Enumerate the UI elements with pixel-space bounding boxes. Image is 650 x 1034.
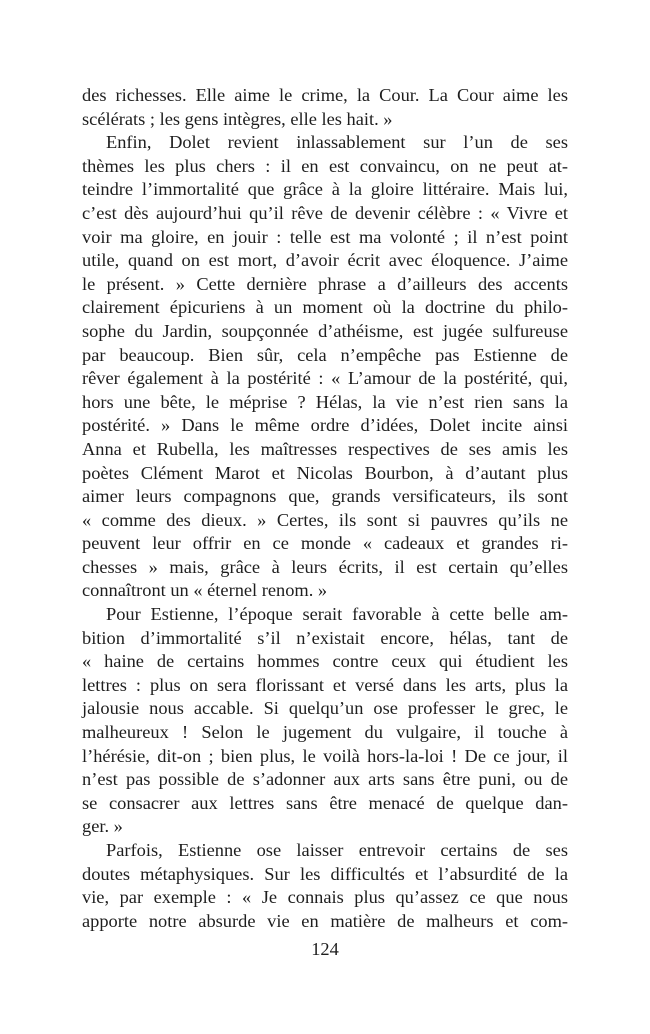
text-line: Pour Estienne, l’époque serait favorable à cette belle am- — [106, 604, 568, 625]
text-line: par beaucoup. Bien sûr, cela n’empêche pas Estienne de — [82, 344, 568, 365]
text-line: le présent. » Cette dernière phrase a d’ailleurs des accents — [82, 273, 568, 294]
text-line: voir ma gloire, en jouir : telle est ma volonté ; il n’est point — [82, 226, 568, 247]
text-line: « haine de certains hommes contre ceux qui étudient les — [82, 651, 568, 672]
text-line: se consacrer aux lettres sans être menacé de quelque dan- — [82, 792, 568, 813]
text-line: thèmes les plus chers : il en est convaincu, on ne peut at- — [82, 155, 568, 176]
text-line: utile, quand on est mort, d’avoir écrit avec éloquence. J’aime — [82, 250, 568, 271]
text-line: poètes Clément Marot et Nicolas Bourbon, à d’autant plus — [82, 462, 568, 483]
text-line: hors une bête, le méprise ? Hélas, la vie n’est rien sans la — [82, 391, 568, 412]
text-line: malheureux ! Selon le jugement du vulgaire, il touche à — [82, 722, 568, 743]
text-line: vie, par exemple : « Je connais plus qu’assez ce que nous — [82, 887, 568, 908]
page-number: 124 — [311, 939, 339, 959]
text-line: teindre l’immortalité que grâce à la gloire littéraire. Mais lui, — [82, 179, 568, 200]
text-line: clairement épicuriens à un moment où la doctrine du philo- — [82, 297, 568, 318]
text-line: Anna et Rubella, les maîtresses respectives de ses amis les — [82, 438, 568, 459]
text-line: chesses » mais, grâce à leurs écrits, il est certain qu’elles — [82, 556, 568, 577]
text-line: connaîtront un « éternel renom. » — [82, 580, 328, 601]
text-line: l’hérésie, dit-on ; bien plus, le voilà hors-la-loi ! De ce jour, il — [82, 745, 568, 766]
text-line: n’est pas possible de s’adonner aux arts sans être puni, ou de — [82, 769, 568, 790]
text-line: apporte notre absurde vie en matière de malheurs et com- — [82, 910, 568, 931]
text-line: Parfois, Estienne ose laisser entrevoir certains de ses — [106, 840, 568, 860]
text-line: sophe du Jardin, soupçonnée d’athéisme, est jugée sulfureuse — [82, 320, 568, 341]
text-line: « comme des dieux. » Certes, ils sont si pauvres qu’ils ne — [82, 509, 568, 530]
text-line: lettres : plus on sera florissant et versé dans les arts, plus la — [82, 674, 568, 695]
text-line: ger. » — [82, 816, 123, 837]
text-line: rêver également à la postérité : « L’amour de la postérité, qui, — [82, 368, 568, 389]
text-line: Enfin, Dolet revient inlassablement sur l’un de ses — [106, 132, 568, 153]
text-line: peuvent leur offrir en ce monde « cadeaux et grandes ri- — [82, 533, 568, 554]
text-line: scélérats ; les gens intègres, elle les hait. » — [82, 108, 393, 129]
text-line: c’est dès aujourd’hui qu’il rêve de devenir célèbre : « Vivre et — [82, 202, 568, 223]
text-line: bition d’immortalité s’il n’existait encore, hélas, tant de — [82, 627, 568, 648]
text-line: des richesses. Elle aime le crime, la Cour. La Cour aime les — [82, 85, 568, 105]
text-line: postérité. » Dans le même ordre d’idées, Dolet incite ainsi — [82, 415, 568, 436]
text-line: aimer leurs compagnons que, grands versificateurs, ils sont — [82, 486, 568, 507]
text-line: doutes métaphysiques. Sur les difficultés et l’absurdité de la — [82, 863, 568, 884]
text-line: jalousie nous accable. Si quelqu’un ose professer le grec, le — [82, 698, 568, 719]
body-text — [82, 84, 568, 933]
